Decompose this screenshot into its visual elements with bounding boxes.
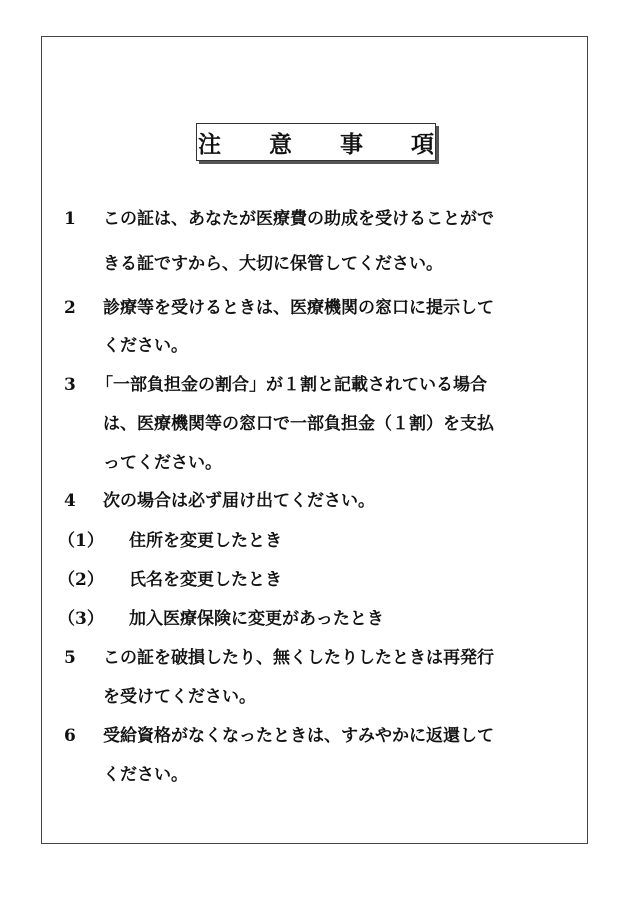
item-text-line: ください。 (103, 336, 188, 356)
item-text-line: 加入医療保険に変更があったとき (129, 609, 384, 629)
item-text-line: 次の場合は必ず届け出てください。 (103, 491, 375, 511)
item-text-line: 住所を変更したとき (129, 531, 282, 551)
item-number: 4 (64, 491, 76, 511)
item-number: （2） (58, 570, 104, 590)
item-text-line: ってください。 (103, 453, 222, 473)
item-text-line: 氏名を変更したとき (129, 570, 282, 590)
item-text-line: は、医療機関等の窓口で一部負担金（１割）を支払 (103, 414, 494, 434)
item-number: 3 (64, 375, 76, 395)
item-number: （3） (58, 609, 104, 629)
item-text-line: を受けてください。 (103, 687, 256, 707)
item-number: 1 (64, 209, 76, 229)
title-box (196, 123, 455, 161)
item-number: 6 (64, 726, 76, 746)
item-text-line: ください。 (103, 765, 188, 785)
item-number: 2 (64, 298, 76, 318)
item-number: 5 (64, 648, 76, 668)
item-text-line: きる証ですから、大切に保管してください。 (103, 254, 443, 274)
page-title: 注 意 事 項 (197, 130, 455, 158)
item-text-line: 「一部負担金の割合」が１割と記載されている場合 (96, 375, 487, 395)
item-text-line: この証は、あなたが医療費の助成を受けることがで (103, 209, 494, 229)
item-text-line: この証を破損したり、無くしたりしたときは再発行 (103, 648, 494, 668)
item-text-line: 受給資格がなくなったときは、すみやかに返還して (103, 726, 494, 746)
item-number: （1） (58, 531, 104, 551)
item-text-line: 診療等を受けるときは、医療機関の窓口に提示して (103, 298, 494, 318)
